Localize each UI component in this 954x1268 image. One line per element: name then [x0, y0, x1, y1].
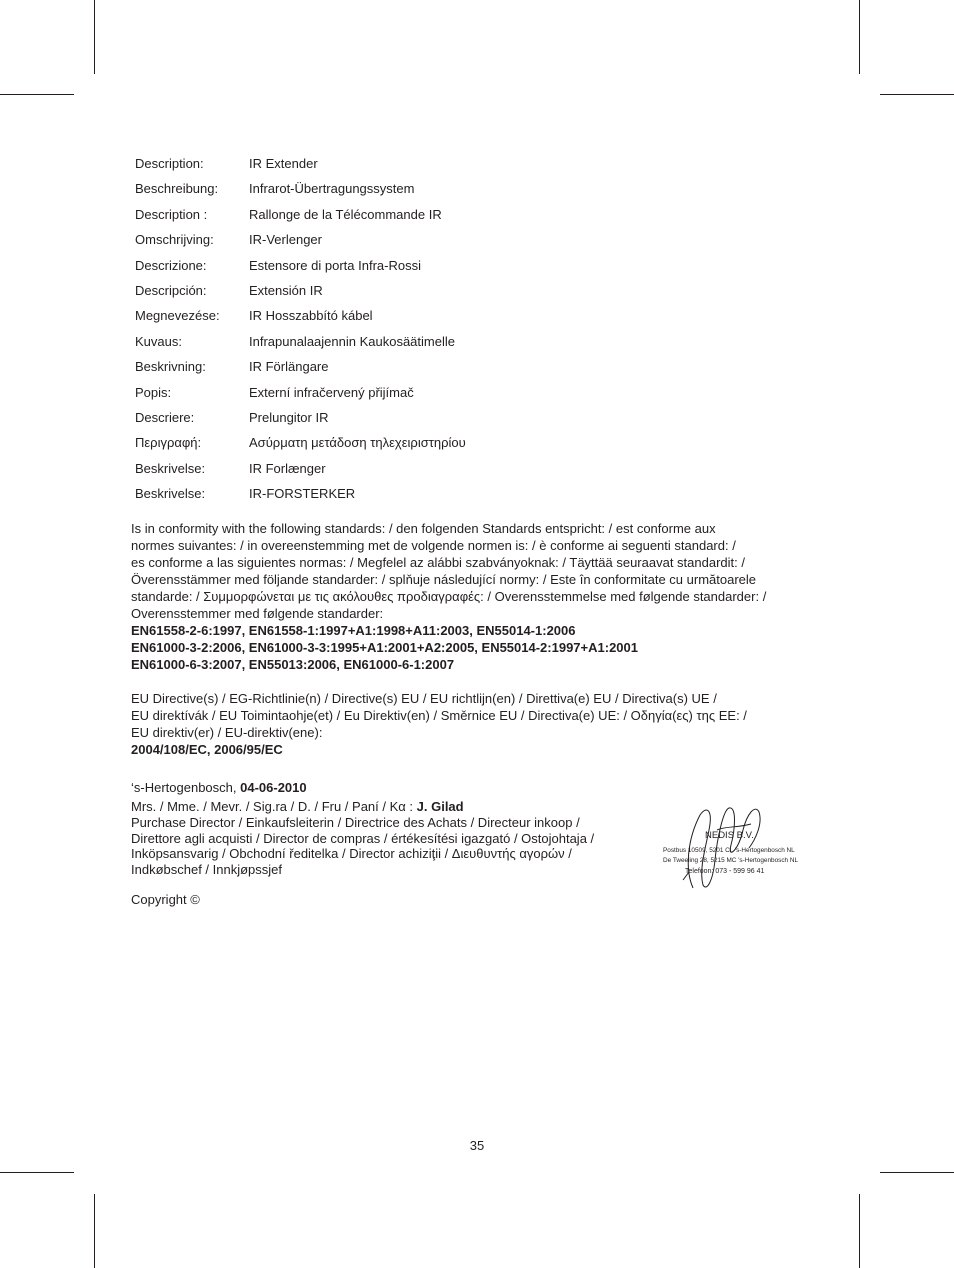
description-table — [135, 155, 466, 510]
description-row — [135, 307, 466, 332]
company-stamp — [655, 800, 815, 895]
description-label: Descripción: — [135, 282, 207, 298]
description-row — [135, 155, 466, 180]
page-number: 35 — [469, 1138, 485, 1153]
description-label: Beschreibung: — [135, 181, 219, 197]
title-line: Indkøbschef / Innkjøpssjef — [131, 861, 283, 877]
description-label: Descriere: — [135, 409, 195, 425]
crop-mark — [859, 1194, 860, 1268]
description-value: Infrapunalaajennin Kaukosäätimelle — [249, 333, 455, 349]
description-label: Megnevezése: — [135, 308, 220, 324]
description-label: Beskrivelse: — [135, 460, 206, 476]
description-row — [135, 257, 466, 282]
signoff-section — [131, 779, 651, 877]
crop-mark — [0, 94, 74, 95]
crop-mark — [0, 1172, 74, 1173]
description-value: Rallonge de la Télécommande IR — [249, 206, 442, 222]
conformity-section — [131, 520, 831, 673]
description-value: IR-FORSTERKER — [249, 486, 356, 502]
description-value: Extensión IR — [249, 282, 323, 298]
description-label: Descrizione: — [135, 257, 207, 273]
standard-line: EN61000-6-3:2007, EN55013:2006, EN61000-6-1:2007 — [131, 657, 455, 672]
description-row — [135, 206, 466, 231]
stamp-company: NEDIS B.V. — [705, 830, 754, 841]
directives-section — [131, 690, 831, 758]
conformity-line: standarde: / Συμμορφώνεται με τις ακόλουθες προδιαγραφές: / Overensstemmelse med følgende standarder: / — [131, 589, 767, 604]
description-label: Beskrivelse: — [135, 486, 206, 502]
stamp-postbus: Postbus 10509, 5201 CL 's-Hertogenbosch NL — [663, 847, 795, 854]
description-label: Kuvaus: — [135, 333, 182, 349]
directive-line: EU Directive(s) / EG-Richtlinie(n) / Directive(s) EU / EU richtlijn(en) / Direttiva(e) EU / Directiva(s) UE / — [131, 691, 717, 706]
description-row — [135, 358, 466, 383]
description-row — [135, 434, 466, 459]
description-row — [135, 409, 466, 434]
description-label: Omschrijving: — [135, 232, 214, 248]
description-value: Ασύρματη μετάδοση τηλεχειριστηρίου — [249, 435, 466, 451]
stamp-address: De Tweeling 28, 5215 MC 's-Hertogenbosch NL — [663, 857, 799, 864]
description-row — [135, 485, 466, 510]
description-row — [135, 231, 466, 256]
standard-line: EN61000-3-2:2006, EN61000-3-3:1995+A1:2001+A2:2005, EN55014-2:1997+A1:2001 — [131, 640, 638, 655]
description-value: IR Forlænger — [249, 460, 326, 476]
conformity-line: Överensstämmer med följande standarder: / splňuje následující normy: / Este în conformitate cu următoarele — [131, 572, 757, 587]
description-label: Description: — [135, 156, 204, 171]
description-row — [135, 333, 466, 358]
description-value: Externí infračervený přijímač — [249, 384, 414, 400]
description-value: IR Extender — [249, 156, 318, 171]
title-line: Purchase Director / Einkaufsleiterin / Directrice des Achats / Directeur inkoop / — [131, 815, 580, 830]
description-label: Beskrivning: — [135, 359, 206, 375]
salutation: Mrs. / Mme. / Mevr. / Sig.ra / D. / Fru / Paní / Kα : — [131, 799, 417, 814]
place: ‘s-Hertogenbosch, — [131, 780, 241, 795]
description-label: Description : — [135, 206, 208, 222]
description-value: Estensore di porta Infra-Rossi — [249, 257, 421, 273]
description-value: IR-Verlenger — [249, 232, 322, 248]
description-row — [135, 282, 466, 307]
conformity-line: normes suivantes: / in overeenstemming met de volgende normen is: / è conforme ai seguenti standard: / — [131, 538, 736, 553]
copyright: Copyright © — [131, 892, 200, 907]
description-row — [135, 384, 466, 409]
description-value: IR Förlängare — [249, 359, 329, 375]
standard-line: EN61558-2-6:1997, EN61558-1:1997+A1:1998+A11:2003, EN55014-1:2006 — [131, 623, 576, 638]
title-line: Direttore agli acquisti / Director de compras / értékesítési igazgató / Ostojohtaja / — [131, 830, 595, 846]
crop-mark — [880, 1172, 954, 1173]
description-value: Prelungitor IR — [249, 409, 329, 425]
description-value: IR Hosszabbító kábel — [249, 308, 373, 324]
description-row — [135, 460, 466, 485]
stamp-phone: Telefoon: 073 - 599 96 41 — [685, 868, 765, 875]
crop-mark — [880, 94, 954, 95]
title-line: Inköpsansvarig / Obchodní ředitelka / Director achiziţii / Διευθυντής αγορών / — [131, 846, 572, 861]
description-row — [135, 180, 466, 205]
conformity-line: Overensstemmer med følgende standarder: — [131, 606, 384, 621]
crop-mark — [94, 1194, 95, 1268]
directive-codes: 2004/108/EC, 2006/95/EC — [131, 742, 283, 757]
conformity-line: Is in conformity with the following standards: / den folgenden Standards entspricht: / est conforme aux — [131, 521, 716, 536]
description-label: Περιγραφή: — [135, 435, 202, 451]
crop-mark — [859, 0, 860, 74]
place-date-line — [131, 779, 651, 796]
description-value: Infrarot-Übertragungssystem — [249, 181, 415, 197]
directive-line: EU direktívák / EU Toimintaohje(et) / Eu Direktiv(en) / Směrnice EU / Directiva(e) UE: / Οδηγία(ες) της ΕΕ: / — [131, 708, 747, 723]
signatory-line — [131, 798, 651, 815]
date: 04-06-2010 — [240, 780, 307, 795]
directive-line: EU direktiv(er) / EU-direktiv(ene): — [131, 725, 323, 740]
signatory-name: J. Gilad — [416, 799, 464, 814]
conformity-line: es conforme a las siguientes normas: / Megfelel az alábbi szabványoknak: / Täyttää seuraavat standardit: / — [131, 555, 745, 570]
description-label: Popis: — [135, 384, 172, 400]
crop-mark — [94, 0, 95, 74]
